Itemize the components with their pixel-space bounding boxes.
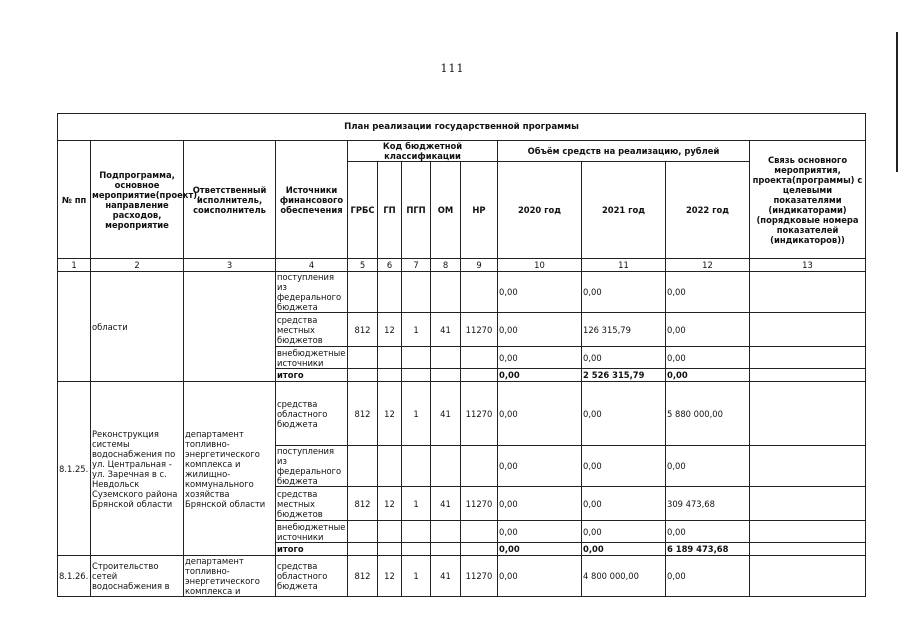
link-cell bbox=[750, 347, 866, 369]
source-cell: внебюджетные источники bbox=[276, 347, 348, 369]
om-cell bbox=[431, 521, 461, 543]
grbs-cell: 812 bbox=[348, 556, 378, 597]
gp-cell bbox=[378, 369, 402, 382]
scan-edge-rule bbox=[896, 32, 898, 172]
value-2021: 4 800 000,00 bbox=[582, 556, 666, 597]
value-2021: 126 315,79 bbox=[582, 313, 666, 347]
column-number: 1 bbox=[58, 259, 91, 272]
value-2021: 2 526 315,79 bbox=[582, 369, 666, 382]
value-2020: 0,00 bbox=[498, 446, 582, 487]
nr-cell: 11270 bbox=[461, 487, 498, 521]
column-number: 10 bbox=[498, 259, 582, 272]
value-2022: 5 880 000,00 bbox=[666, 382, 750, 446]
source-cell: средства областного бюджета bbox=[276, 382, 348, 446]
link-cell bbox=[750, 369, 866, 382]
nr-cell: 11270 bbox=[461, 313, 498, 347]
value-2021: 0,00 bbox=[582, 543, 666, 556]
nr-cell bbox=[461, 272, 498, 313]
column-number: 7 bbox=[402, 259, 431, 272]
pgp-cell: 1 bbox=[402, 382, 431, 446]
header-volume: Объём средств на реализацию, рублей bbox=[498, 141, 750, 162]
executor-cell bbox=[184, 272, 276, 382]
gp-cell bbox=[378, 521, 402, 543]
om-cell bbox=[431, 347, 461, 369]
grbs-cell: 812 bbox=[348, 382, 378, 446]
source-cell: внебюджетные источники bbox=[276, 521, 348, 543]
link-cell bbox=[750, 521, 866, 543]
table-title: План реализации государственной программы bbox=[58, 114, 866, 141]
column-number: 11 bbox=[582, 259, 666, 272]
measure-name: Строительство сетей водоснабжения в bbox=[91, 556, 184, 597]
pgp-cell: 1 bbox=[402, 313, 431, 347]
row-num-cell: 8.1.25. bbox=[58, 382, 91, 556]
gp-cell: 12 bbox=[378, 487, 402, 521]
gp-cell: 12 bbox=[378, 313, 402, 347]
value-2022: 309 473,68 bbox=[666, 487, 750, 521]
om-cell bbox=[431, 543, 461, 556]
header-2020: 2020 год bbox=[498, 162, 582, 259]
gp-cell bbox=[378, 446, 402, 487]
column-number: 12 bbox=[666, 259, 750, 272]
pgp-cell bbox=[402, 369, 431, 382]
column-number: 9 bbox=[461, 259, 498, 272]
grbs-cell bbox=[348, 543, 378, 556]
column-number: 2 bbox=[91, 259, 184, 272]
column-number: 8 bbox=[431, 259, 461, 272]
table-row bbox=[58, 272, 866, 313]
header-link: Связь основного мероприятия, проекта(программы) с целевыми показателями (индикаторами) (порядковые номера показателей (индикаторов)) bbox=[750, 141, 866, 259]
header-2021: 2021 год bbox=[582, 162, 666, 259]
grbs-cell: 812 bbox=[348, 313, 378, 347]
value-2022: 6 189 473,68 bbox=[666, 543, 750, 556]
link-cell bbox=[750, 272, 866, 313]
value-2020: 0,00 bbox=[498, 556, 582, 597]
link-cell bbox=[750, 487, 866, 521]
executor-cell: департамент топливно-энергетического комплекса и жилищно-коммунального хозяйства Брянской области bbox=[184, 382, 276, 556]
link-cell bbox=[750, 313, 866, 347]
nr-cell bbox=[461, 521, 498, 543]
value-2022: 0,00 bbox=[666, 347, 750, 369]
header-budget-code: Код бюджетной классификации bbox=[348, 141, 498, 162]
value-2021: 0,00 bbox=[582, 382, 666, 446]
source-cell: средства местных бюджетов bbox=[276, 487, 348, 521]
nr-cell bbox=[461, 369, 498, 382]
value-2022: 0,00 bbox=[666, 313, 750, 347]
grbs-cell bbox=[348, 446, 378, 487]
nr-cell bbox=[461, 347, 498, 369]
value-2022: 0,00 bbox=[666, 556, 750, 597]
grbs-cell: 812 bbox=[348, 487, 378, 521]
grbs-cell bbox=[348, 272, 378, 313]
measure-name: Реконструкция системы водоснабжения по ул. Центральная - ул. Заречная в с. Невдольск Суземского района Брянской области bbox=[91, 382, 184, 556]
value-2020: 0,00 bbox=[498, 347, 582, 369]
nr-cell: 11270 bbox=[461, 556, 498, 597]
value-2021: 0,00 bbox=[582, 446, 666, 487]
column-number: 3 bbox=[184, 259, 276, 272]
value-2021: 0,00 bbox=[582, 521, 666, 543]
header-num: № пп bbox=[58, 141, 91, 259]
row-num-cell bbox=[58, 272, 91, 382]
value-2020: 0,00 bbox=[498, 521, 582, 543]
value-2020: 0,00 bbox=[498, 369, 582, 382]
value-2022: 0,00 bbox=[666, 369, 750, 382]
column-number: 13 bbox=[750, 259, 866, 272]
pgp-cell bbox=[402, 347, 431, 369]
header-nr: НР bbox=[461, 162, 498, 259]
link-cell bbox=[750, 446, 866, 487]
source-cell: итого bbox=[276, 369, 348, 382]
link-cell bbox=[750, 556, 866, 597]
nr-cell bbox=[461, 543, 498, 556]
value-2021: 0,00 bbox=[582, 272, 666, 313]
header-om: ОМ bbox=[431, 162, 461, 259]
header-pgp: ПГП bbox=[402, 162, 431, 259]
executor-cell: департамент топливно-энергетического комплекса и bbox=[184, 556, 276, 597]
plan-table bbox=[57, 113, 866, 597]
value-2020: 0,00 bbox=[498, 382, 582, 446]
header-2022: 2022 год bbox=[666, 162, 750, 259]
column-number: 5 bbox=[348, 259, 378, 272]
value-2020: 0,00 bbox=[498, 313, 582, 347]
value-2020: 0,00 bbox=[498, 543, 582, 556]
link-cell bbox=[750, 543, 866, 556]
grbs-cell bbox=[348, 369, 378, 382]
pgp-cell bbox=[402, 521, 431, 543]
header-sources: Источники финансового обеспечения bbox=[276, 141, 348, 259]
header-executor: Ответственный исполнитель, соисполнитель bbox=[184, 141, 276, 259]
pgp-cell bbox=[402, 272, 431, 313]
nr-cell bbox=[461, 446, 498, 487]
header-subprogram: Подпрограмма, основное мероприятие(проект), направление расходов, мероприятие bbox=[91, 141, 184, 259]
om-cell: 41 bbox=[431, 382, 461, 446]
om-cell: 41 bbox=[431, 556, 461, 597]
link-cell bbox=[750, 382, 866, 446]
grbs-cell bbox=[348, 521, 378, 543]
value-2020: 0,00 bbox=[498, 272, 582, 313]
om-cell bbox=[431, 369, 461, 382]
source-cell: поступления из федерального бюджета bbox=[276, 446, 348, 487]
gp-cell bbox=[378, 347, 402, 369]
page-number: 111 bbox=[440, 62, 465, 75]
value-2020: 0,00 bbox=[498, 487, 582, 521]
table-row bbox=[58, 556, 866, 597]
header-grbs: ГРБС bbox=[348, 162, 378, 259]
pgp-cell bbox=[402, 446, 431, 487]
measure-name: области bbox=[91, 272, 184, 382]
value-2022: 0,00 bbox=[666, 446, 750, 487]
gp-cell: 12 bbox=[378, 382, 402, 446]
value-2022: 0,00 bbox=[666, 272, 750, 313]
source-cell: поступления из федерального бюджета bbox=[276, 272, 348, 313]
pgp-cell bbox=[402, 543, 431, 556]
header-gp: ГП bbox=[378, 162, 402, 259]
column-number: 4 bbox=[276, 259, 348, 272]
pgp-cell: 1 bbox=[402, 556, 431, 597]
om-cell bbox=[431, 446, 461, 487]
value-2021: 0,00 bbox=[582, 487, 666, 521]
column-number: 6 bbox=[378, 259, 402, 272]
value-2021: 0,00 bbox=[582, 347, 666, 369]
pgp-cell: 1 bbox=[402, 487, 431, 521]
source-cell: средства областного бюджета bbox=[276, 556, 348, 597]
om-cell: 41 bbox=[431, 487, 461, 521]
table-row bbox=[58, 382, 866, 446]
gp-cell: 12 bbox=[378, 556, 402, 597]
om-cell: 41 bbox=[431, 313, 461, 347]
grbs-cell bbox=[348, 347, 378, 369]
source-cell: средства местных бюджетов bbox=[276, 313, 348, 347]
row-num-cell: 8.1.26. bbox=[58, 556, 91, 597]
value-2022: 0,00 bbox=[666, 521, 750, 543]
nr-cell: 11270 bbox=[461, 382, 498, 446]
gp-cell bbox=[378, 272, 402, 313]
om-cell bbox=[431, 272, 461, 313]
gp-cell bbox=[378, 543, 402, 556]
source-cell: итого bbox=[276, 543, 348, 556]
